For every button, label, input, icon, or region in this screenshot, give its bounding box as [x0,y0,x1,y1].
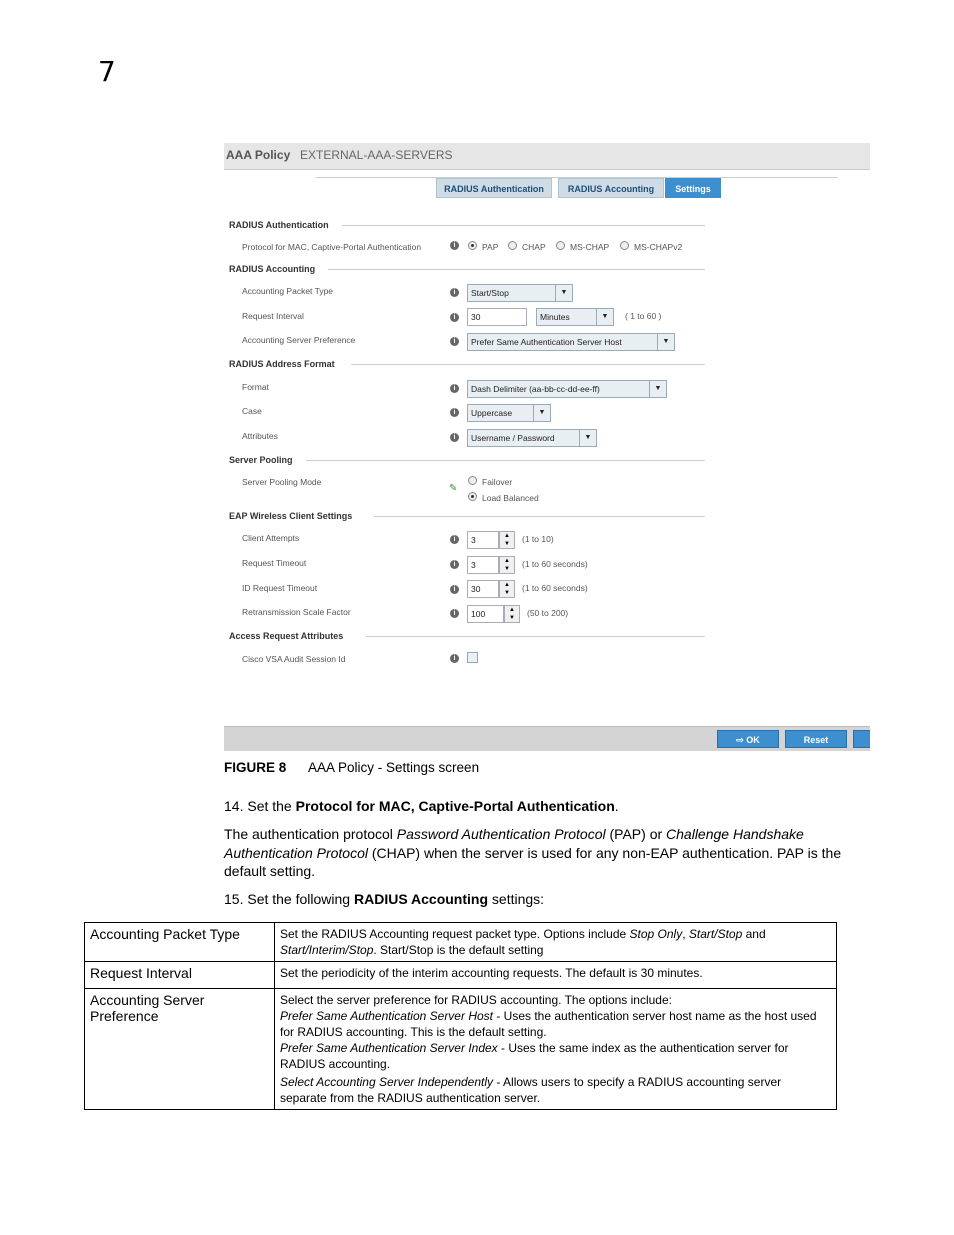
step-15 [224,891,544,907]
radio-chap[interactable] [508,241,517,250]
radio-failover-label: Failover [482,477,513,487]
radio-ms-chapv2-label: MS-CHAPv2 [634,242,683,252]
section-divider [306,460,705,461]
info-icon: i [450,560,459,569]
ok-icon: ⇨ [736,735,747,745]
tab-radius-authentication[interactable]: RADIUS Authentication [436,178,552,198]
radio-chap-label: CHAP [522,242,546,252]
info-icon: i [450,585,459,594]
section-divider [342,225,705,226]
exit-button[interactable] [853,730,870,748]
req-timeout-spinner[interactable]: ▲ ▼ [499,556,515,574]
case-label: Case [242,406,262,416]
option-item [280,1008,831,1040]
settings-table [84,922,837,1110]
info-icon: i [450,408,459,417]
cisco-vsa-checkbox[interactable] [467,652,478,663]
format-select[interactable] [467,380,667,398]
info-icon: i [450,609,459,618]
section-divider [351,364,705,365]
packet-type-select[interactable] [467,284,573,302]
figure-title: AAA Policy - Settings screen [308,760,480,775]
figure-label: FIGURE 8 [224,760,287,775]
retrans-label: Retransmission Scale Factor [242,607,351,617]
info-icon: i [450,337,459,346]
option-intro: Select the server preference for RADIUS accounting. The options include: [280,993,672,1007]
section-divider [366,636,705,637]
retrans-input[interactable]: 100 [467,605,504,623]
radio-pap-label: PAP [482,242,499,252]
step-15-bold: RADIUS Accounting [353,891,489,907]
text-span: Prefer Same Authentication Server Index [280,1041,498,1055]
chevron-down-icon: ▼ [555,285,572,301]
attributes-value: Username / Password [471,433,555,443]
section-access-request: Access Request Attributes [229,631,344,641]
retrans-spinner[interactable]: ▲ ▼ [504,605,520,623]
radio-load-balanced[interactable] [468,492,477,501]
chevron-down-icon: ▼ [533,405,550,421]
radio-pap[interactable] [468,241,477,250]
section-radius-authentication: RADIUS Authentication [229,220,329,230]
req-timeout-label: Request Timeout [242,558,307,568]
id-req-timeout-input[interactable]: 30 [467,580,499,598]
section-radius-accounting: RADIUS Accounting [229,264,316,274]
tab-radius-accounting[interactable]: RADIUS Accounting [558,178,664,198]
cisco-vsa-label: Cisco VSA Audit Session Id [242,654,346,664]
info-icon: i [450,654,459,663]
client-attempts-hint: (1 to 10) [522,534,554,544]
section-radius-address-format: RADIUS Address Format [229,359,335,369]
table-row [85,962,837,989]
para-c: (PAP) or [605,826,667,842]
ok-button[interactable] [717,730,779,748]
server-pref-select[interactable] [467,333,675,351]
attributes-label: Attributes [242,431,278,441]
option-item [280,1040,831,1072]
req-timeout-hint: (1 to 60 seconds) [522,559,588,569]
reset-button[interactable]: Reset [785,730,847,748]
interval-input[interactable]: 30 [467,308,527,326]
pool-mode-label: Server Pooling Mode [242,477,322,487]
table-value [275,989,837,1110]
screen-title: AAA Policy [226,148,291,162]
info-icon: i [450,433,459,442]
chevron-down-icon: ▼ [657,334,674,350]
table-row [85,989,837,1110]
step-14-bold: Protocol for MAC, Captive-Portal Authentication [295,798,615,814]
text-span: - Uses the same index as the authentication server for RADIUS accounting. [280,1041,789,1071]
option-item [280,1074,831,1106]
table-value [275,923,837,962]
req-timeout-input[interactable]: 3 [467,556,499,574]
section-eap-wireless: EAP Wireless Client Settings [229,511,353,521]
client-attempts-spinner[interactable]: ▲ ▼ [499,531,515,549]
ok-button-label: OK [746,735,760,745]
info-icon: i [450,288,459,297]
interval-unit-select[interactable] [536,308,614,326]
client-attempts-label: Client Attempts [242,533,300,543]
info-icon: i [450,384,459,393]
step-14-prefix: 14. Set the [224,798,296,814]
button-bar [224,726,870,751]
para-a: The authentication protocol [224,826,397,842]
format-value: Dash Delimiter (aa-bb-cc-dd-ee-ff) [471,384,600,394]
info-icon: i [450,313,459,322]
packet-type-value: Start/Stop [471,288,509,298]
protocol-label: Protocol for MAC, Captive-Portal Authentication [242,242,422,252]
case-select[interactable] [467,404,551,422]
radio-ms-chap[interactable] [556,241,565,250]
interval-label: Request Interval [242,311,304,321]
radio-load-balanced-label: Load Balanced [482,493,539,503]
id-req-timeout-label: ID Request Timeout [242,583,318,593]
interval-hint: ( 1 to 60 ) [625,311,662,321]
aaa-policy-screenshot [224,143,870,753]
text-span: Start/Stop [688,927,743,941]
chevron-down-icon: ▼ [596,309,613,325]
text-span: Select Accounting Server Independently [280,1075,494,1089]
step-15-suffix: settings: [488,891,545,907]
server-pref-label: Accounting Server Preference [242,335,356,345]
screen-header [224,143,870,170]
case-value: Uppercase [471,408,513,418]
chevron-down-icon: ▼ [649,381,666,397]
attributes-select[interactable] [467,429,597,447]
radio-ms-chapv2[interactable] [620,241,629,250]
step-14-suffix: . [614,798,619,814]
text-span: . Start/Stop is the default setting [373,943,544,957]
text-span: Start/Interim/Stop [280,943,374,957]
policy-name: EXTERNAL-AAA-SERVERS [300,148,453,162]
format-label: Format [242,382,269,392]
para-d: Challenge Handshake Authentication Protocol [224,826,804,861]
id-req-timeout-hint: (1 to 60 seconds) [522,583,588,593]
section-server-pooling: Server Pooling [229,455,293,465]
pencil-icon: ✎ [449,483,458,494]
figure-caption [224,760,480,775]
table-key: Accounting Packet Type [85,923,275,962]
info-icon: i [450,241,459,250]
para-b: Password Authentication Protocol [396,826,606,842]
text-span: , [682,927,689,941]
tab-settings[interactable]: Settings [665,178,721,198]
text-span: Prefer Same Authentication Server Host [280,1009,493,1023]
radio-failover[interactable] [468,476,477,485]
chevron-down-icon: ▼ [579,430,596,446]
text-span: and [742,927,766,941]
interval-unit-value: Minutes [540,312,570,322]
table-key: Request Interval [85,962,275,989]
para-e: (CHAP) when the server is used for any non-EAP authentication. PAP is the default setting. [224,844,842,879]
section-divider [374,516,705,517]
server-pref-value: Prefer Same Authentication Server Host [471,337,622,347]
table-key: Accounting Server Preference [85,989,275,1110]
client-attempts-input[interactable]: 3 [467,531,499,549]
text-span: - Uses the authentication server host name as the host used for RADIUS accounting. This is the default setting. [280,1009,817,1039]
chapter-number: 7 [98,55,116,88]
text-span: Stop Only [629,927,683,941]
radio-ms-chap-label: MS-CHAP [570,242,610,252]
info-icon: i [450,535,459,544]
step-14 [224,798,619,814]
section-divider [328,269,705,270]
step-15-prefix: 15. Set the following [224,891,354,907]
paragraph-protocol [224,825,874,881]
table-value: Set the periodicity of the interim accounting requests. The default is 30 minutes. [275,962,837,989]
text-span: - Allows users to specify a RADIUS accounting server separate from the RADIUS authentication server. [280,1075,782,1105]
retrans-hint: (50 to 200) [527,608,569,618]
id-req-timeout-spinner[interactable]: ▲ ▼ [499,580,515,598]
packet-type-label: Accounting Packet Type [242,286,334,296]
text-span: Set the RADIUS Accounting request packet type. Options include [280,927,630,941]
table-row [85,923,837,962]
